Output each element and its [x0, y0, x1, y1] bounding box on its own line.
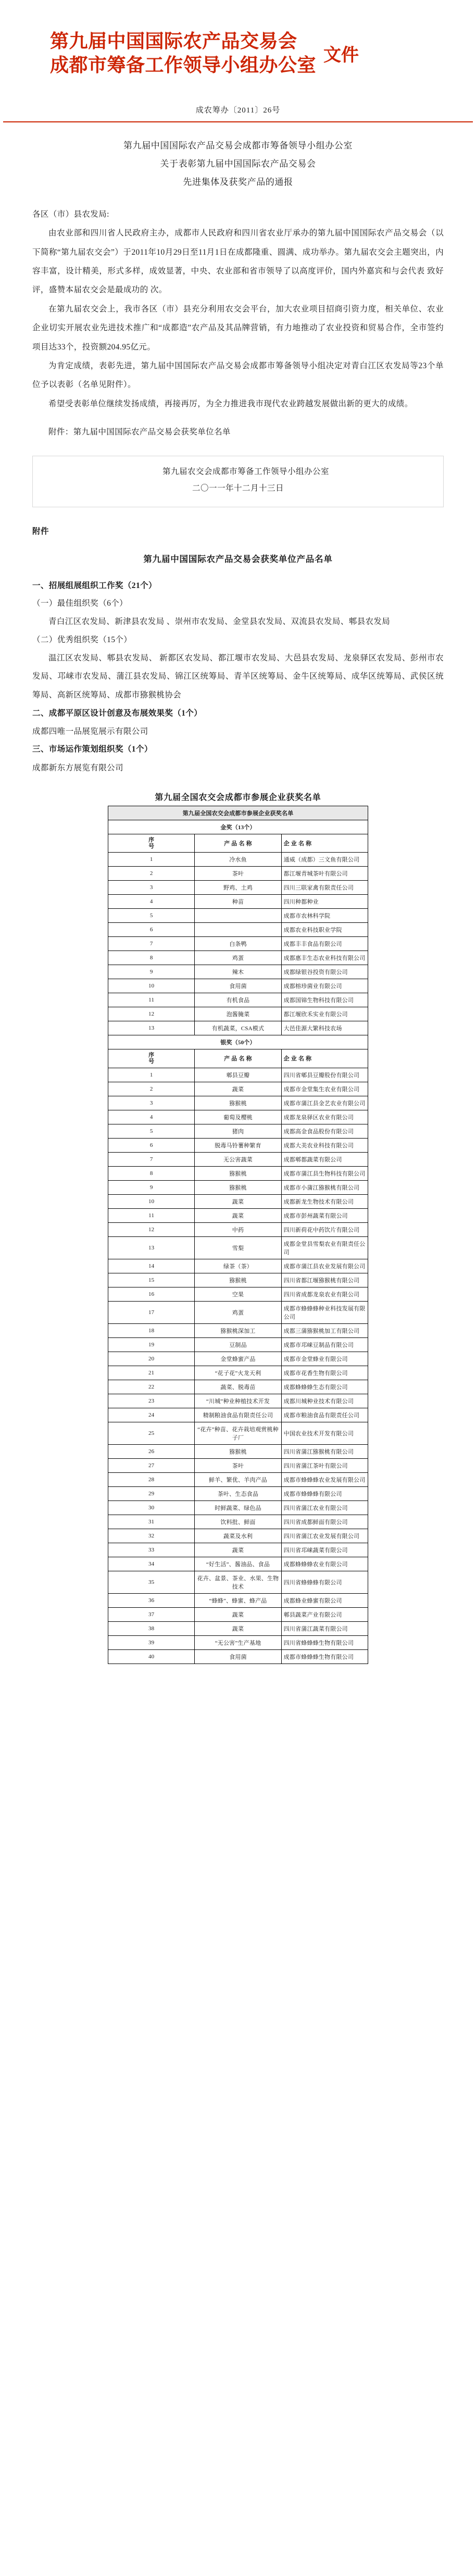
row-index-cell: 8 — [108, 951, 195, 965]
row-index-cell: 31 — [108, 1515, 195, 1529]
product-name-cell: 有机蔬菜，CSA模式 — [195, 1021, 281, 1035]
row-index-cell: 21 — [108, 1366, 195, 1380]
product-name-cell: 猕猴桃 — [195, 1273, 281, 1287]
subsection-text: 成都四唯一品展览展示有限公司 — [32, 727, 148, 736]
row-index-cell: 39 — [108, 1635, 195, 1649]
column-header-index: 序 号 — [108, 1049, 195, 1068]
enterprise-name-cell: 成都龙泉驿区农业有限公司 — [281, 1110, 368, 1124]
masthead-line-1: 第九届中国国际农产品交易会 — [50, 31, 297, 52]
row-index-cell: 16 — [108, 1287, 195, 1301]
enterprise-name-cell: 成都新龙生物技术有限公司 — [281, 1194, 368, 1208]
row-index-cell: 20 — [108, 1352, 195, 1366]
product-name-cell: 中药 — [195, 1222, 281, 1236]
enterprise-name-cell: 成都郫都蔬菜有限公司 — [281, 1152, 368, 1166]
table-row — [108, 1166, 368, 1180]
enterprise-name-cell: 成都大美农业科技有限公司 — [281, 1138, 368, 1152]
row-index-cell: 29 — [108, 1486, 195, 1500]
award-grade-label: 金奖（13个） — [108, 820, 368, 834]
product-name-cell: “无公害”生产基地 — [195, 1635, 281, 1649]
enterprise-name-cell: 成都三蒲猕猴桃加工有限公司 — [281, 1323, 368, 1337]
enterprise-name-cell: 成都市邛崃豆制品有限公司 — [281, 1337, 368, 1352]
table-row — [108, 1422, 368, 1444]
row-index-cell: 9 — [108, 965, 195, 979]
table-row — [108, 853, 368, 867]
product-name-cell: 猕猴桃 — [195, 1180, 281, 1194]
title-line-1: 第九届中国国际农产品交易会成都市筹备领导小组办公室 — [123, 141, 353, 151]
product-name-cell: 花卉、盆景、茶业、水果、生物技术 — [195, 1571, 281, 1593]
masthead-title-lines — [50, 29, 316, 77]
row-index-cell: 7 — [108, 937, 195, 951]
row-index-cell: 13 — [108, 1236, 195, 1259]
enterprise-name-cell: 成都市小蒲江猕猴桃有限公司 — [281, 1180, 368, 1194]
product-name-cell: 辣木 — [195, 965, 281, 979]
award-table-banner-cell: 第九届全国农交会成都市参展企业获奖名单 — [108, 806, 368, 820]
table-row — [108, 1068, 368, 1082]
table-row — [108, 951, 368, 965]
enterprise-name-cell: 四川省蜂蜂蜂有限公司 — [281, 1571, 368, 1593]
row-index-cell: 4 — [108, 1110, 195, 1124]
subsection-heading: （二）优秀组织奖（15个） — [32, 635, 132, 644]
product-name-cell: 茶叶 — [195, 867, 281, 881]
table-row — [108, 1621, 368, 1635]
enterprise-name-cell: 成都市蜂蜂蜂有限公司 — [281, 1486, 368, 1500]
row-index-cell: 13 — [108, 1021, 195, 1035]
column-header-enterprise: 企 业 名 称 — [281, 834, 368, 853]
row-index-cell: 15 — [108, 1273, 195, 1287]
column-header-product: 产 品 名 称 — [195, 1049, 281, 1068]
award-grade-row — [108, 1035, 368, 1049]
enterprise-name-cell: 四川省蜂蜂蜂生物有限公司 — [281, 1635, 368, 1649]
product-name-cell: 饮料批、鲜面 — [195, 1515, 281, 1529]
enterprise-name-cell: 成都农业科技职业学院 — [281, 923, 368, 937]
product-name-cell: 郫县豆瓣 — [195, 1068, 281, 1082]
award-table-header-row — [108, 1049, 368, 1068]
product-name-cell: 蔬菜 — [195, 1607, 281, 1621]
row-index-cell: 22 — [108, 1380, 195, 1394]
table-row — [108, 1323, 368, 1337]
row-index-cell: 26 — [108, 1444, 195, 1458]
product-name-cell: 蔬菜 — [195, 1621, 281, 1635]
product-name-cell: 蔬菜 — [195, 1543, 281, 1557]
product-name-cell: 白条鸭 — [195, 937, 281, 951]
enterprise-name-cell: 成都惠丰生态农业科技有限公司 — [281, 951, 368, 965]
enterprise-name-cell: 成都高金食品股份有限公司 — [281, 1124, 368, 1138]
row-index-cell: 6 — [108, 923, 195, 937]
table-row — [108, 1021, 368, 1035]
product-name-cell: 泡酱腌菜 — [195, 1007, 281, 1021]
award-grade-label: 银奖（50个） — [108, 1035, 368, 1049]
table-row — [108, 1208, 368, 1222]
body-paragraph-2: 在第九届农交会上，我市各区（市）县充分利用农交会平台，加大农业项目招商引资力度，相关单位、农业企业切实开展农业先进技术推广和“成都造”农产品及其品牌营销，有力地推动了农业投资和贸易合作，全市签约项目达33个，投资额204.95亿元。 — [32, 304, 444, 352]
row-index-cell: 35 — [108, 1571, 195, 1593]
product-name-cell: 豆制品 — [195, 1337, 281, 1352]
table-row — [108, 1593, 368, 1607]
enterprise-name-cell: 通威（成都）三文鱼有限公司 — [281, 853, 368, 867]
table-row — [108, 1366, 368, 1380]
enterprise-name-cell: 都江堰青城茶叶有限公司 — [281, 867, 368, 881]
row-index-cell: 18 — [108, 1323, 195, 1337]
enterprise-name-cell: 成都蜂蜂蜂生态有限公司 — [281, 1380, 368, 1394]
row-index-cell: 5 — [108, 909, 195, 923]
row-index-cell: 4 — [108, 895, 195, 909]
enterprise-name-cell: 成都市蜂蜂蜂农业发展有限公司 — [281, 1472, 368, 1486]
product-name-cell: 食用菌 — [195, 1649, 281, 1664]
subsection-text: 成都新东方展览有限公司 — [32, 763, 123, 772]
enterprise-name-cell: 四川省成都鲜面有限公司 — [281, 1515, 368, 1529]
table-row — [108, 881, 368, 895]
row-index-cell: 10 — [108, 1194, 195, 1208]
product-name-cell: 无公害蔬菜 — [195, 1152, 281, 1166]
enterprise-name-cell: 大邑佳源大繁科技农场 — [281, 1021, 368, 1035]
table-row — [108, 937, 368, 951]
row-index-cell: 27 — [108, 1458, 195, 1472]
table-row — [108, 1635, 368, 1649]
row-index-cell: 12 — [108, 1222, 195, 1236]
section-heading: 二、成都平原区设计创意及布展效果奖（1个） — [32, 708, 203, 718]
product-name-cell: 猕猴桃深加工 — [195, 1323, 281, 1337]
signature-organization: 第九届农交会成都市筹备工作领导小组办公室 — [162, 467, 329, 476]
table-row — [108, 993, 368, 1007]
enterprise-name-cell: 成都市蜂蜂蜂生物有限公司 — [281, 1649, 368, 1664]
document-number: 成农筹办〔2011〕26号 — [195, 106, 281, 115]
masthead-document-word: 文件 — [323, 45, 359, 65]
product-name-cell: 猕猴桃 — [195, 1444, 281, 1458]
row-index-cell: 7 — [108, 1152, 195, 1166]
product-name-cell: 鲜羊、繁优、羊肉产品 — [195, 1472, 281, 1486]
product-name-cell: 蔬菜、脱毒苗 — [195, 1380, 281, 1394]
enterprise-name-cell: 成都市蒲江县金艺农业有限公司 — [281, 1096, 368, 1110]
enterprise-name-cell: 四川省都江堰猕猴桃有限公司 — [281, 1273, 368, 1287]
title-line-3: 先进集体及获奖产品的通报 — [183, 177, 293, 187]
product-name-cell: 金堂蜂蜜产品 — [195, 1352, 281, 1366]
table-row — [108, 923, 368, 937]
table-row — [108, 1394, 368, 1408]
product-name-cell: 蔬菜及水利 — [195, 1529, 281, 1543]
row-index-cell: 37 — [108, 1607, 195, 1621]
table-row — [108, 1515, 368, 1529]
product-name-cell: 冷水鱼 — [195, 853, 281, 867]
enterprise-name-cell: 四川省蒲江农业有限公司 — [281, 1500, 368, 1515]
section-heading: 一、招展组展组织工作奖（21个） — [32, 581, 157, 590]
product-name-cell: 绿茶（茶） — [195, 1259, 281, 1273]
row-index-cell: 38 — [108, 1621, 195, 1635]
row-index-cell: 25 — [108, 1422, 195, 1444]
table-row — [108, 1236, 368, 1259]
product-name-cell: 蔬菜 — [195, 1194, 281, 1208]
product-name-cell — [195, 923, 281, 937]
enterprise-name-cell: 四川省郫县豆瓣股份有限公司 — [281, 1068, 368, 1082]
row-index-cell: 6 — [108, 1138, 195, 1152]
title-line-2: 关于表彰第九届中国国际农产品交易会 — [160, 159, 316, 169]
row-index-cell: 1 — [108, 1068, 195, 1082]
document-masthead — [0, 0, 476, 77]
enterprise-name-cell: 郫县蔬菜产业有限公司 — [281, 1607, 368, 1621]
table-row — [108, 1472, 368, 1486]
product-name-cell: 种苗 — [195, 895, 281, 909]
table-row — [108, 1259, 368, 1273]
award-table-title: 第九届全国农交会成都市参展企业获奖名单 — [155, 793, 321, 803]
product-name-cell: 有机食品 — [195, 993, 281, 1007]
row-index-cell: 5 — [108, 1124, 195, 1138]
attachment-label: 附件 — [32, 527, 49, 536]
product-name-cell: 时鲜蔬菜、绿色品 — [195, 1500, 281, 1515]
table-row — [108, 1110, 368, 1124]
red-separator-rule — [3, 121, 473, 122]
product-name-cell: “花子花”火龙天利 — [195, 1366, 281, 1380]
table-row — [108, 979, 368, 993]
enterprise-name-cell: 成都市蒲江县农业发展有限公司 — [281, 1259, 368, 1273]
body-paragraph-1: 由农业部和四川省人民政府主办，成都市人民政府和四川省农业厅承办的第九届中国国际农产品交易会（以下简称“第九届农交会”）于2011年10月29日至11月1日在成都隆重、圆满、成功举办。第九届农交会主题突出，内容丰富，设计精美，形式多样，成效显著，中央、农业部和省市领导了以高度评价，国内外嘉宾和与会代表 致好评，盛赞本届农交会是最成功的 次。 — [32, 229, 444, 295]
table-row — [108, 1486, 368, 1500]
enterprise-name-cell: 成都川城种业技术有限公司 — [281, 1394, 368, 1408]
table-row — [108, 1500, 368, 1515]
salutation: 各区（市）县农发局: — [32, 209, 109, 219]
table-row — [108, 895, 368, 909]
body-paragraph-4: 希望受表彰单位继续发扬成绩，再接再厉，为全力推进我市现代农业跨越发展做出新的更大的成绩。 — [48, 399, 413, 408]
table-row — [108, 1444, 368, 1458]
table-row — [108, 1408, 368, 1422]
row-index-cell: 11 — [108, 1208, 195, 1222]
section-heading: 三、市场运作策划组织奖（1个） — [32, 745, 153, 754]
enterprise-name-cell: 成都市花香生物有限公司 — [281, 1366, 368, 1380]
document-body — [0, 205, 476, 442]
enterprise-name-cell: 成都市金堂集生农业有限公司 — [281, 1082, 368, 1096]
enterprise-name-cell: 成都丰丰食品有限公司 — [281, 937, 368, 951]
signature-date: 二〇一一年十二月十三日 — [192, 484, 284, 493]
award-table-banner-row — [108, 806, 368, 820]
product-name-cell: 空果 — [195, 1287, 281, 1301]
row-index-cell: 34 — [108, 1557, 195, 1571]
product-name-cell: 鸡蛋 — [195, 1301, 281, 1323]
product-name-cell: “蜂蜂”、蜂蜜、蜂产品 — [195, 1593, 281, 1607]
product-name-cell: 蔬菜 — [195, 1208, 281, 1222]
row-index-cell: 1 — [108, 853, 195, 867]
enterprise-name-cell: 成都市彭州蔬菜有限公司 — [281, 1208, 368, 1222]
enterprise-name-cell: 成都市蒲江县生物科技有限公司 — [281, 1166, 368, 1180]
table-row — [108, 1543, 368, 1557]
subsection-heading: （一）最佳组织奖（6个） — [32, 598, 128, 608]
row-index-cell: 12 — [108, 1007, 195, 1021]
row-index-cell: 2 — [108, 867, 195, 881]
award-table — [108, 806, 368, 1664]
page-title — [0, 137, 476, 192]
table-row — [108, 1380, 368, 1394]
product-name-cell: “川城”种业种植技术开发 — [195, 1394, 281, 1408]
column-header-index: 序 号 — [108, 834, 195, 853]
table-row — [108, 1529, 368, 1543]
enterprise-name-cell: 四川省蒲江农业发展有限公司 — [281, 1529, 368, 1543]
enterprise-name-cell: 中国农业技术开发有限公司 — [281, 1422, 368, 1444]
product-name-cell: 精制粮油食品有限责任公司 — [195, 1408, 281, 1422]
table-row — [108, 867, 368, 881]
product-name-cell: 食用菌 — [195, 979, 281, 993]
row-index-cell: 36 — [108, 1593, 195, 1607]
row-index-cell: 24 — [108, 1408, 195, 1422]
product-name-cell: 猕猴桃 — [195, 1166, 281, 1180]
masthead-line-2: 成都市筹备工作领导小组办公室 — [50, 55, 317, 76]
table-row — [108, 1337, 368, 1352]
enterprise-name-cell: 成都国锦生物科技有限公司 — [281, 993, 368, 1007]
product-name-cell: “花卉”种苗、花卉栽培观赏桃种子厂 — [195, 1422, 281, 1444]
row-index-cell: 17 — [108, 1301, 195, 1323]
table-row — [108, 1096, 368, 1110]
table-row — [108, 1301, 368, 1323]
table-row — [108, 1571, 368, 1593]
product-name-cell: 茶叶、生态食品 — [195, 1486, 281, 1500]
row-index-cell: 40 — [108, 1649, 195, 1664]
enterprise-name-cell: 四川新荷花中药饮片有限公司 — [281, 1222, 368, 1236]
row-index-cell: 28 — [108, 1472, 195, 1486]
row-index-cell: 30 — [108, 1500, 195, 1515]
enterprise-name-cell: 四川省蒲江猕猴桃有限公司 — [281, 1444, 368, 1458]
table-row — [108, 1222, 368, 1236]
product-name-cell: 脱毒马铃薯种繁育 — [195, 1138, 281, 1152]
table-row — [108, 1352, 368, 1366]
enterprise-name-cell: 成都市金堂蜂业有限公司 — [281, 1352, 368, 1366]
enterprise-name-cell: 成都市粮油食品有限责任公司 — [281, 1408, 368, 1422]
table-row — [108, 1152, 368, 1166]
table-row — [108, 1194, 368, 1208]
product-name-cell: 茶叶 — [195, 1458, 281, 1472]
subsection-text: 温江区农发局、郫县农发局、 新都区农发局、都江堰市农发局、大邑县农发局、龙泉驿区农发局、彭州市农发局、邛崃市农发局、蒲江县农发局、锦江区统筹局、青羊区统筹局、金牛区统筹局、成华区统筹局、武侯区统筹局、高新区统筹局、成都市猕猴桃协会 — [32, 653, 444, 700]
row-index-cell: 9 — [108, 1180, 195, 1194]
table-row — [108, 909, 368, 923]
award-table-header-row — [108, 834, 368, 853]
award-grade-row — [108, 820, 368, 834]
attachment-title: 第九届中国国际农产品交易会获奖单位产品名单 — [143, 554, 333, 564]
product-name-cell — [195, 909, 281, 923]
product-name-cell: 雪梨 — [195, 1236, 281, 1259]
row-index-cell: 33 — [108, 1543, 195, 1557]
enterprise-name-cell: 四川省邛崃蔬菜有限公司 — [281, 1543, 368, 1557]
row-index-cell: 23 — [108, 1394, 195, 1408]
column-header-enterprise: 企 业 名 称 — [281, 1049, 368, 1068]
enterprise-name-cell: 四川三联家禽有限责任公司 — [281, 881, 368, 895]
table-row — [108, 1273, 368, 1287]
table-row — [108, 1180, 368, 1194]
enterprise-name-cell: 成都市蜂蜂蜂种业科技发展有限公司 — [281, 1301, 368, 1323]
table-row — [108, 1458, 368, 1472]
product-name-cell: 鸡蛋 — [195, 951, 281, 965]
enterprise-name-cell: 成都榕珍菌业有限公司 — [281, 979, 368, 993]
table-row — [108, 1138, 368, 1152]
row-index-cell: 3 — [108, 1096, 195, 1110]
enterprise-name-cell: 四川种都种业 — [281, 895, 368, 909]
row-index-cell: 2 — [108, 1082, 195, 1096]
product-name-cell: 猪肉 — [195, 1124, 281, 1138]
product-name-cell: 野鸡、土鸡 — [195, 881, 281, 895]
body-paragraph-3: 为肯定成绩，表彰先进，第九届中国国际农产品交易会成都市筹备领导小组决定对青白江区农发局等23个单位予以表彰（名单见附件）。 — [32, 361, 444, 390]
enterprise-name-cell: 成都金堂县雪梨农业有限责任公司 — [281, 1236, 368, 1259]
row-index-cell: 3 — [108, 881, 195, 895]
column-header-product: 产 品 名 称 — [195, 834, 281, 853]
row-index-cell: 32 — [108, 1529, 195, 1543]
table-row — [108, 1607, 368, 1621]
table-row — [108, 1007, 368, 1021]
table-row — [108, 1557, 368, 1571]
enterprise-name-cell: 成都绿银谷投资有限公司 — [281, 965, 368, 979]
row-index-cell: 11 — [108, 993, 195, 1007]
award-sections — [0, 577, 476, 777]
row-index-cell: 19 — [108, 1337, 195, 1352]
enterprise-name-cell: 成都蜂蜂蜂农业有限公司 — [281, 1557, 368, 1571]
product-name-cell: “好生活”、酱油品、食品 — [195, 1557, 281, 1571]
product-name-cell: 蔬菜 — [195, 1082, 281, 1096]
table-row — [108, 1082, 368, 1096]
table-row — [108, 1124, 368, 1138]
table-row — [108, 965, 368, 979]
table-row — [108, 1649, 368, 1664]
enterprise-name-cell: 成都蜂业蜂蜜有限公司 — [281, 1593, 368, 1607]
subsection-text: 青白江区农发局、新津县农发局 、崇州市农发局、金堂县农发局、双流县农发局、郫县农发局 — [48, 617, 391, 627]
enterprise-name-cell: 成都市农林科学院 — [281, 909, 368, 923]
enterprise-name-cell: 四川省成都龙泉农业有限公司 — [281, 1287, 368, 1301]
enterprise-name-cell: 都江堰欣禾实业有限公司 — [281, 1007, 368, 1021]
row-index-cell: 10 — [108, 979, 195, 993]
product-name-cell: 葡萄及樱桃 — [195, 1110, 281, 1124]
row-index-cell: 14 — [108, 1259, 195, 1273]
signature-block — [32, 456, 444, 507]
enterprise-name-cell: 四川省蒲江茶叶有限公司 — [281, 1458, 368, 1472]
product-name-cell: 猕猴桃 — [195, 1096, 281, 1110]
row-index-cell: 8 — [108, 1166, 195, 1180]
table-row — [108, 1287, 368, 1301]
attachment-reference-line: 附件：第九届中国国际农产品交易会获奖单位名单 — [48, 428, 231, 437]
enterprise-name-cell: 四川省蒲江蔬菜有限公司 — [281, 1621, 368, 1635]
